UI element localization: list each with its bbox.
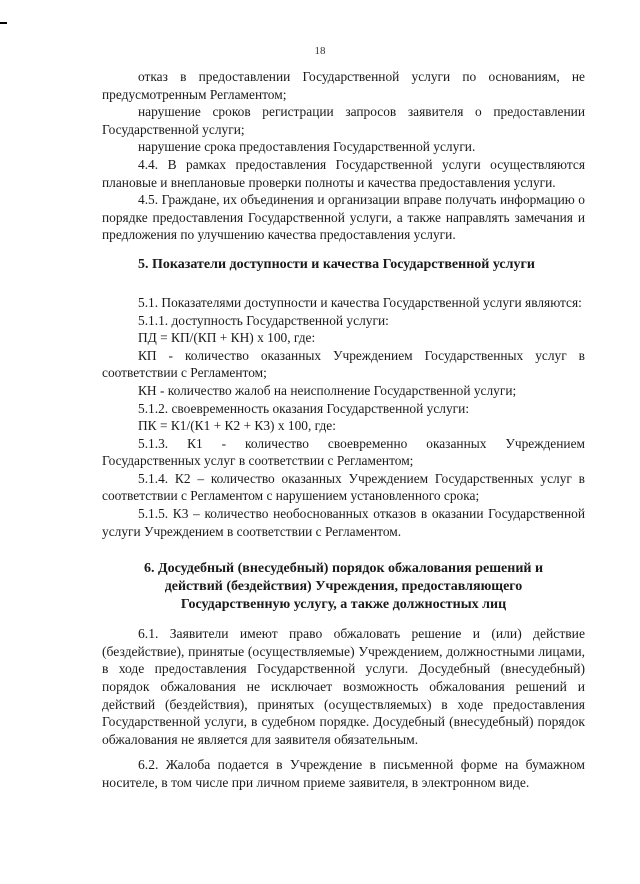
paragraph: 6.1. Заявители имеют право обжаловать решение и (или) действие (бездействие), принятые (осуществляемые) Учреждением, должностными лицами, в ходе предоставления Государственной услуги. Досудебный (внесудебный) порядок обжалования не исключает возможность обжалования решений и действий (бездействия), принятых (осуществляемых) в ходе предоставления Государственной услуги, в судебном порядке. Досудебный (внесудебный) порядок обжалования не является для заявителя обязательным. (102, 626, 585, 747)
document-body (102, 68, 585, 792)
paragraph: 5.1. Показателями доступности и качества Государственной услуги являются: (138, 294, 582, 310)
section-6-body (102, 625, 585, 791)
paragraph: 4.4. В рамках предоставления Государственной услуги осуществляются плановые и внеплановые проверки полноты и качества предоставления услуги. (102, 156, 585, 190)
paragraph: нарушение срока предоставления Государственной услуги. (138, 139, 476, 155)
formula: ПД = КП/(КП + КН) х 100, где: (138, 330, 316, 346)
scan-edge-mark (0, 22, 7, 24)
paragraph: 5.1.2. своевременность оказания Государственной услуги: (138, 400, 470, 416)
page-number: 18 (314, 45, 326, 57)
paragraph: 5.1.4. К2 – количество оказанных Учреждением Государственных услуг в соответствии с Регламентом с нарушением установленного срока; (102, 470, 585, 504)
heading-line: 6. Досудебный (внесудебный) порядок обжалования решений и (143, 561, 544, 577)
formula: ПК = К1/(К1 + К2 + К3) х 100, где: (138, 418, 336, 434)
section-6-heading (102, 560, 585, 614)
paragraph: 5.1.5. К3 – количество необоснованных отказов в оказании Государственной услуги Учреждением в соответствии с Регламентом. (102, 506, 585, 539)
heading-line: Государственную услугу, а также должностных лиц (180, 597, 507, 613)
paragraph: нарушение сроков регистрации запросов заявителя о предоставлении Государственной услуги; (102, 104, 585, 137)
heading-line: действий (бездействия) Учреждения, предоставляющего (164, 579, 523, 595)
paragraph: 6.2. Жалоба подается в Учреждение в письменной форме на бумажном носителе, в том числе при личном приеме заявителя, в электронном виде. (102, 757, 585, 790)
paragraph: 4.5. Граждане, их объединения и организации вправе получать информацию о порядке предоставления Государственной услуги, а также направлять замечания и предложения по улучшению качества предоставления услуги. (102, 192, 585, 243)
paragraph: отказ в предоставлении Государственной услуги по основаниям, не предусмотренным Регламентом; (102, 69, 585, 102)
paragraph: КН - количество жалоб на неисполнение Государственной услуги; (138, 382, 517, 398)
paragraph: 5.1.3. К1 - количество своевременно оказанных Учреждением Государственных услуг в соответствии с Регламентом; (102, 435, 585, 469)
paragraph: КП - количество оказанных Учреждением Государственных услуг в соответствии с Регламентом; (102, 347, 585, 381)
section-5-heading: 5. Показатели доступности и качества Государственной услуги (138, 256, 535, 272)
paragraph: 5.1.1. доступность Государственной услуги: (138, 312, 389, 328)
